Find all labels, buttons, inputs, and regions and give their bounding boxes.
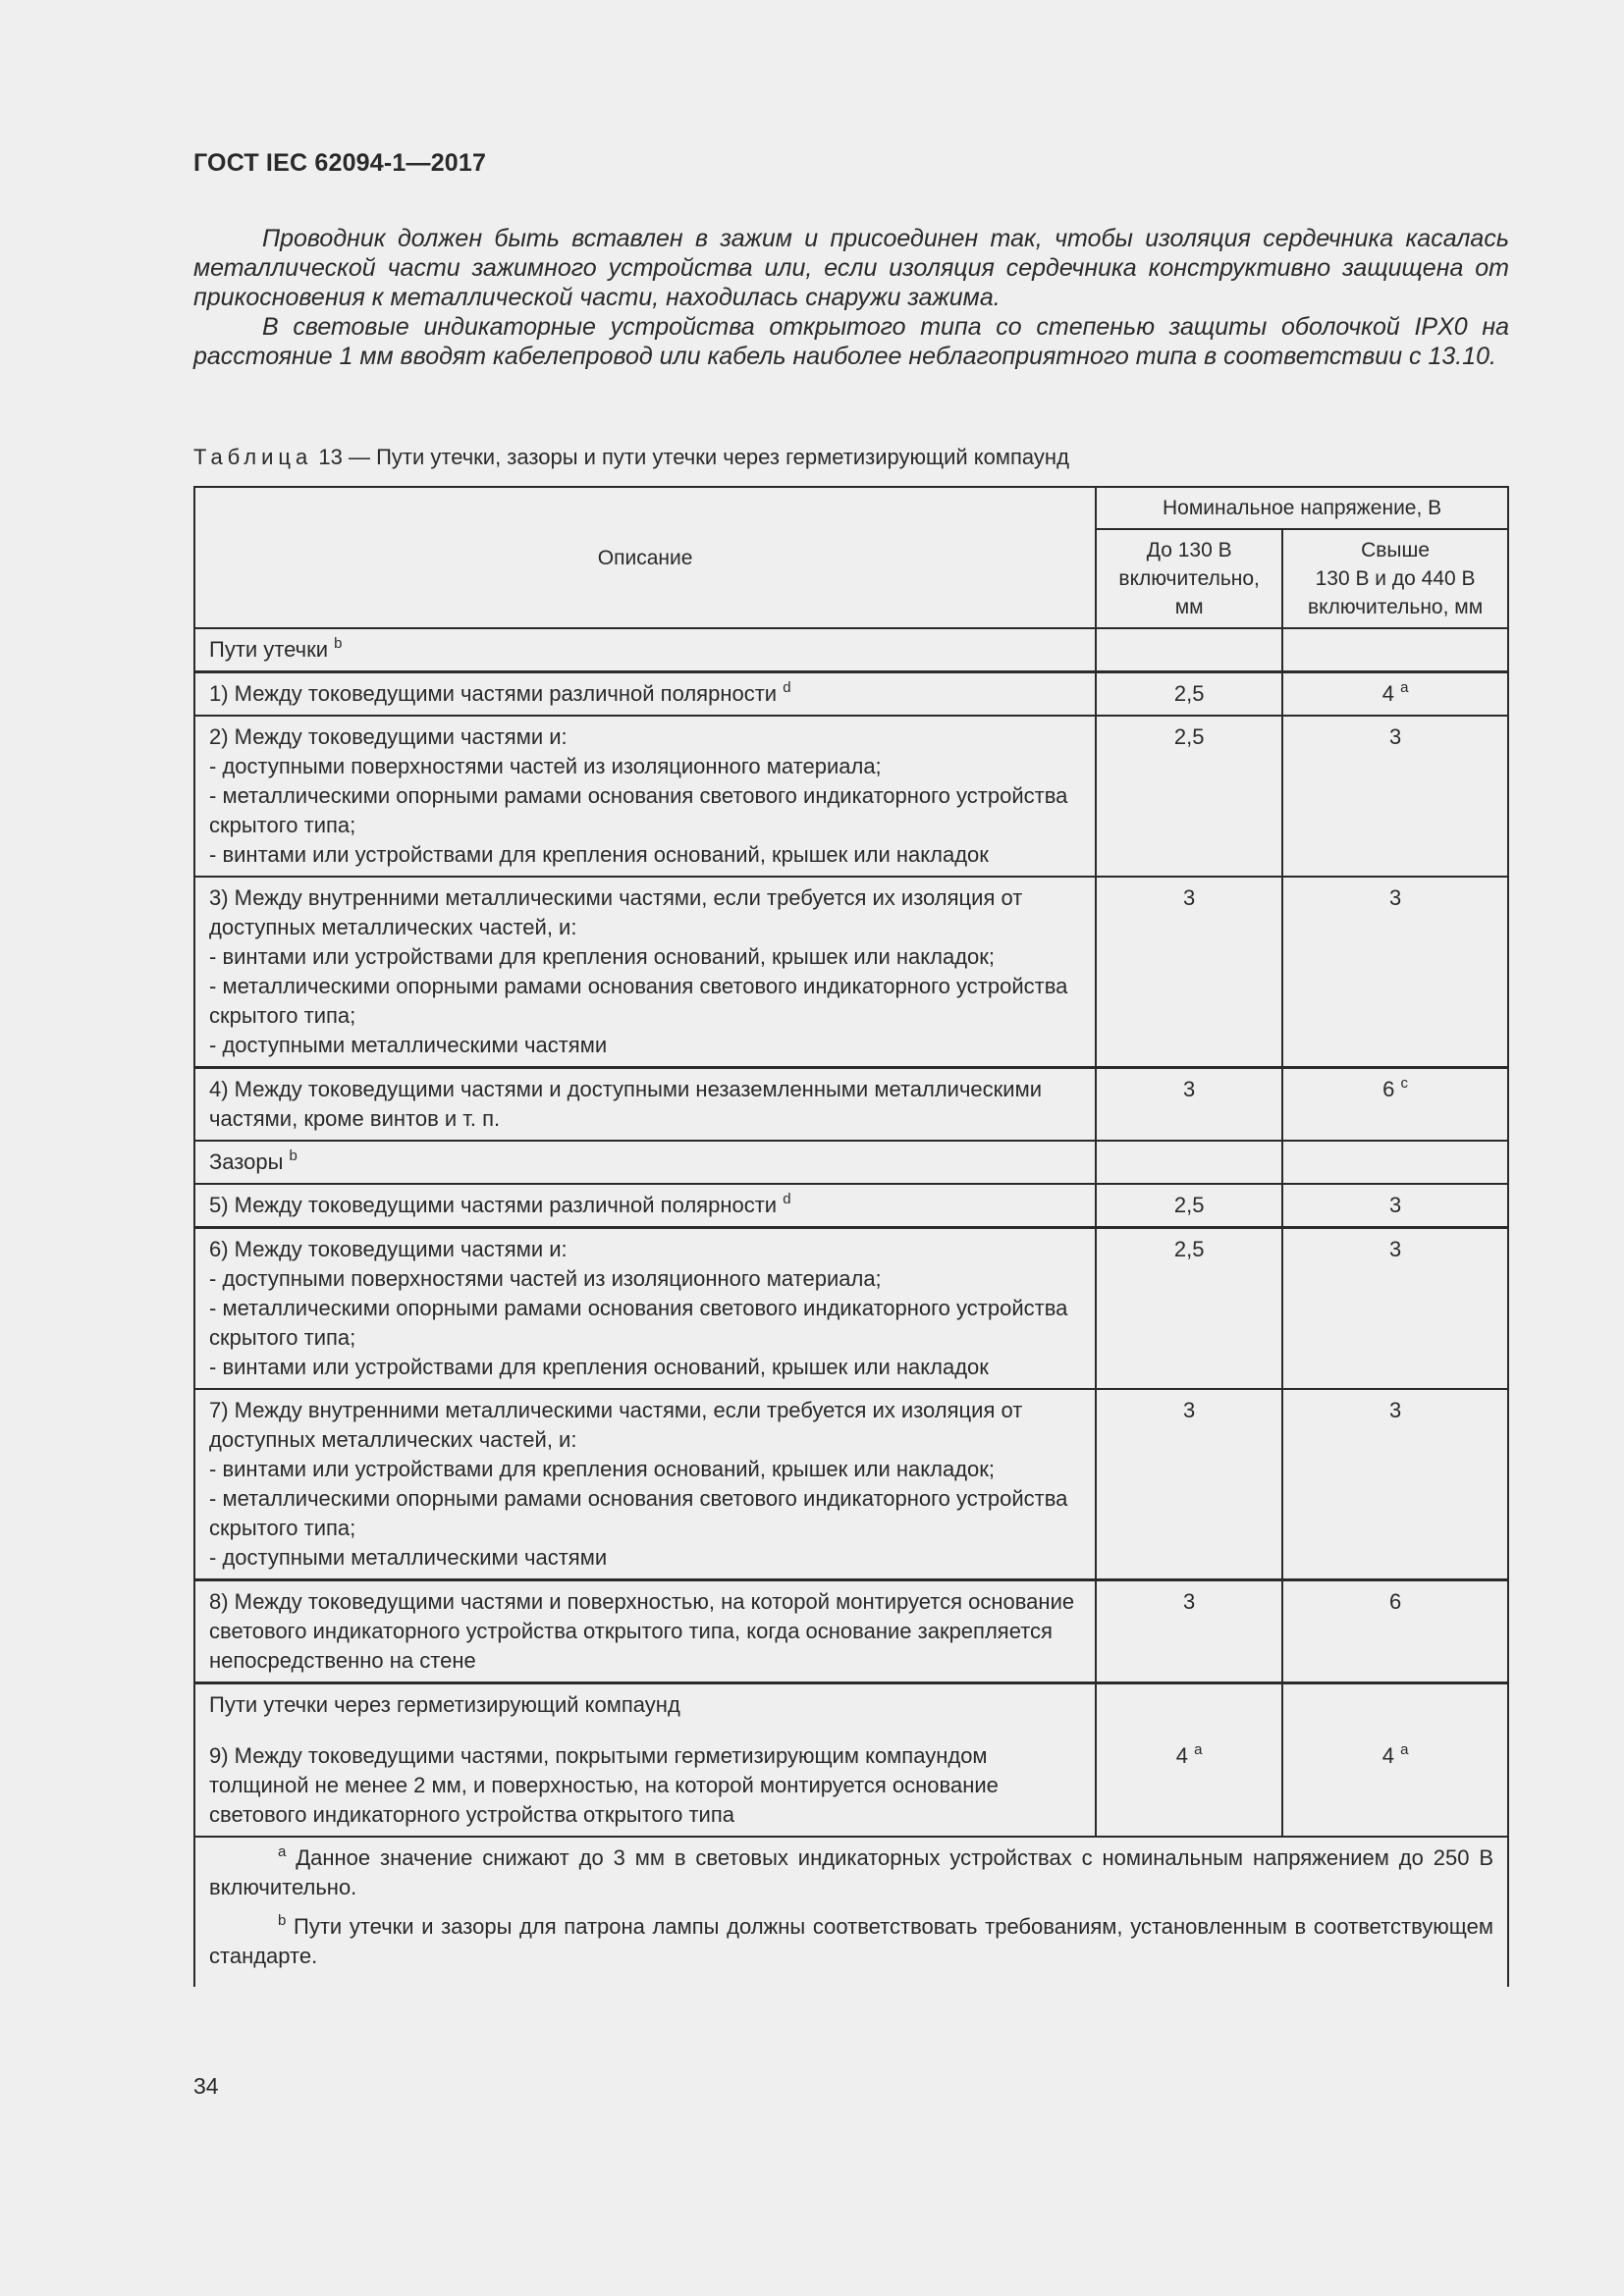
header-voltage-1: До 130 В включительно, мм (1096, 529, 1282, 628)
table-row: 8) Между токоведущими частями и поверхностью, на которой монтируется основание светового индикаторного устройства открытого типа, когда основание закрепляется непосредственно на стене 3 6 (194, 1580, 1508, 1683)
table-row: 2) Между токоведущими частями и: - доступными поверхностями частей из изоляционного материала; - металлическими опорными рамами основания светового индикаторного устройства скрытого типа; - винтами или устройствами для крепления оснований, крышек или накладок 2,5 3 (194, 716, 1508, 877)
table-caption-text: 13 — Пути утечки, зазоры и пути утечки через герметизирующий компаунд (318, 445, 1069, 469)
header-voltage-2: Свыше 130 В и до 440 В включительно, мм (1282, 529, 1508, 628)
intro-paragraph-1: Проводник должен быть вставлен в зажим и присоединен так, чтобы изоляция сердечника касалась металлической части зажимного устройства или, если изоляция сердечника конструктивно защищена от прикосновения к металлической части, находилась снаружи зажима. (193, 225, 1509, 311)
creepage-table (193, 486, 1509, 1987)
table-header-row-1 (194, 487, 1508, 529)
document-header: ГОСТ IEC 62094-1—2017 (193, 149, 487, 177)
table-row: 7) Между внутренними металлическими частями, если требуется их изоляция от доступных металлических частей, и: - винтами или устройствами для крепления оснований, крышек или накладок; - металлическими опорными рамами основания светового индикаторного устройства скрытого типа; - доступными металлическими частями 3 3 (194, 1389, 1508, 1580)
table-row: Пути утечки через герметизирующий компаунд 9) Между токоведущими частями, покрытыми герметизирующим компаундом толщиной не менее 2 мм, и поверхностью, на которой монтируется основание светового индикаторного устройства открытого типа 4 $^a$ 4 $^a$ (194, 1683, 1508, 1838)
header-voltage-group: Номинальное напряжение, В (1096, 487, 1508, 529)
section-row-clearances: Зазоры $^b$ (194, 1141, 1508, 1184)
table-row: 3) Между внутренними металлическими частями, если требуется их изоляция от доступных металлических частей, и: - винтами или устройствами для крепления оснований, крышек или накладок; - металлическими опорными рамами основания светового индикаторного устройства скрытого типа; - доступными металлическими частями 3 3 (194, 877, 1508, 1068)
section-label-compound: Пути утечки через герметизирующий компаунд (209, 1692, 680, 1717)
table-row: 1) Между токоведущими частями различной полярности $^d$ 2,5 4 $^a$ (194, 672, 1508, 717)
table-notes (194, 1837, 1508, 1987)
note-b: $^b$ Пути утечки и зазоры для патрона лампы должны соответствовать требованиям, установленным в соответствующем стандарте. (209, 1912, 1493, 1968)
table-row: 6) Между токоведущими частями и: - доступными поверхностями частей из изоляционного материала; - металлическими опорными рамами основания светового индикаторного устройства скрытого типа; - винтами или устройствами для крепления оснований, крышек или накладок 2,5 3 (194, 1228, 1508, 1390)
page-number: 34 (193, 2073, 219, 2099)
table-row: 5) Между токоведущими частями различной полярности $^d$ 2,5 3 (194, 1184, 1508, 1228)
intro-text (193, 224, 1509, 371)
table-notes-row (194, 1837, 1508, 1987)
table-caption (193, 445, 1069, 470)
table-row: 4) Между токоведущими частями и доступными незаземленными металлическими частями, кроме винтов и т. п. 3 6 $^c$ (194, 1068, 1508, 1142)
note-a: $^a$ Данное значение снижают до 3 мм в световых индикаторных устройствах с номинальным напряжением до 250 В включительно. (209, 1843, 1493, 1899)
header-description: Описание (194, 487, 1096, 628)
intro-paragraph-2: В световые индикаторные устройства открытого типа со степенью защиты оболочкой IPX0 на расстояние 1 мм вводят кабелепровод или кабель наиболее неблагоприятного типа в соответствии с 13.10. (193, 313, 1509, 370)
section-row-creepage: Пути утечки $^b$ (194, 628, 1508, 672)
table-caption-word: Таблица (193, 445, 313, 469)
